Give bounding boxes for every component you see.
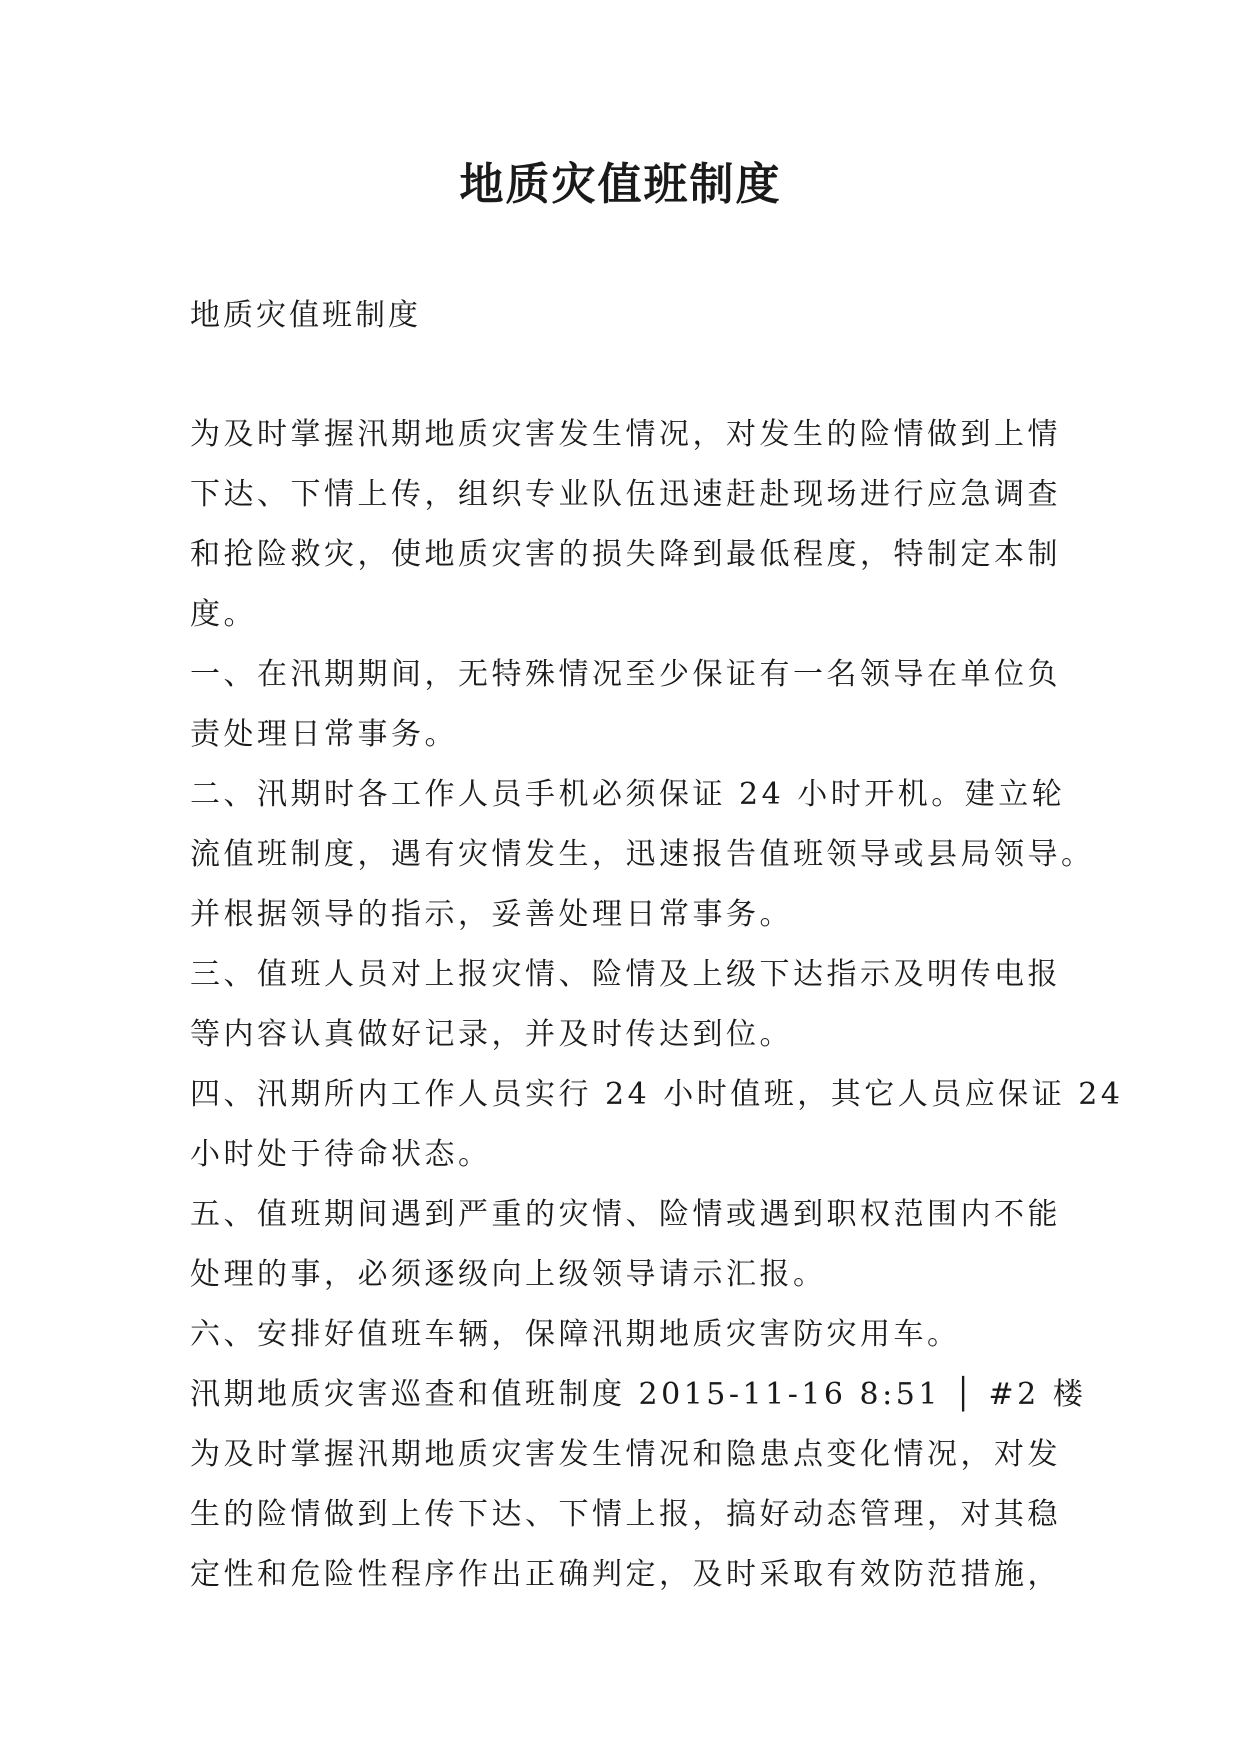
body-line: 和抢险救灾，使地质灾害的损失降到最低程度，特制定本制 xyxy=(190,537,1061,572)
body-line: 为及时掌握汛期地质灾害发生情况，对发生的险情做到上情 xyxy=(190,417,1061,452)
body-line: 定性和危险性程序作出正确判定，及时采取有效防范措施， xyxy=(190,1557,1061,1592)
body-line: 六、安排好值班车辆，保障汛期地质灾害防灾用车。 xyxy=(190,1317,961,1352)
body-line: 为及时掌握汛期地质灾害发生情况和隐患点变化情况，对发 xyxy=(190,1437,1061,1472)
body-line: 并根据领导的指示，妥善处理日常事务。 xyxy=(190,897,793,932)
body-line: 处理的事，必须逐级向上级领导请示汇报。 xyxy=(190,1257,827,1292)
body-line: 汛期地质灾害巡查和值班制度 2015-11-16 8:51 │ #2 楼 xyxy=(190,1377,1087,1412)
body-line: 一、在汛期期间，无特殊情况至少保证有一名领导在单位负 xyxy=(190,657,1061,692)
body-line: 三、值班人员对上报灾情、险情及上级下达指示及明传电报 xyxy=(190,957,1061,992)
body-line: 小时处于待命状态。 xyxy=(190,1137,492,1172)
body-line: 责处理日常事务。 xyxy=(190,717,458,752)
body-line: 等内容认真做好记录，并及时传达到位。 xyxy=(190,1017,793,1052)
body-line: 流值班制度，遇有灾情发生，迅速报告值班领导或县局领导。 xyxy=(190,837,1095,872)
document-title: 地质灾值班制度 xyxy=(459,159,782,210)
body-line: 二、汛期时各工作人员手机必须保证 24 小时开机。建立轮 xyxy=(190,777,1066,812)
body-line: 生的险情做到上传下达、下情上报，搞好动态管理，对其稳 xyxy=(190,1497,1061,1532)
body-line: 五、值班期间遇到严重的灾情、险情或遇到职权范围内不能 xyxy=(190,1197,1061,1232)
body-line: 四、汛期所内工作人员实行 24 小时值班，其它人员应保证 24 xyxy=(190,1077,1124,1112)
document-body xyxy=(190,405,1124,1605)
body-line: 下达、下情上传，组织专业队伍迅速赶赴现场进行应急调查 xyxy=(190,477,1061,512)
document-subtitle: 地质灾值班制度 xyxy=(190,298,421,333)
body-line: 度。 xyxy=(190,597,257,632)
